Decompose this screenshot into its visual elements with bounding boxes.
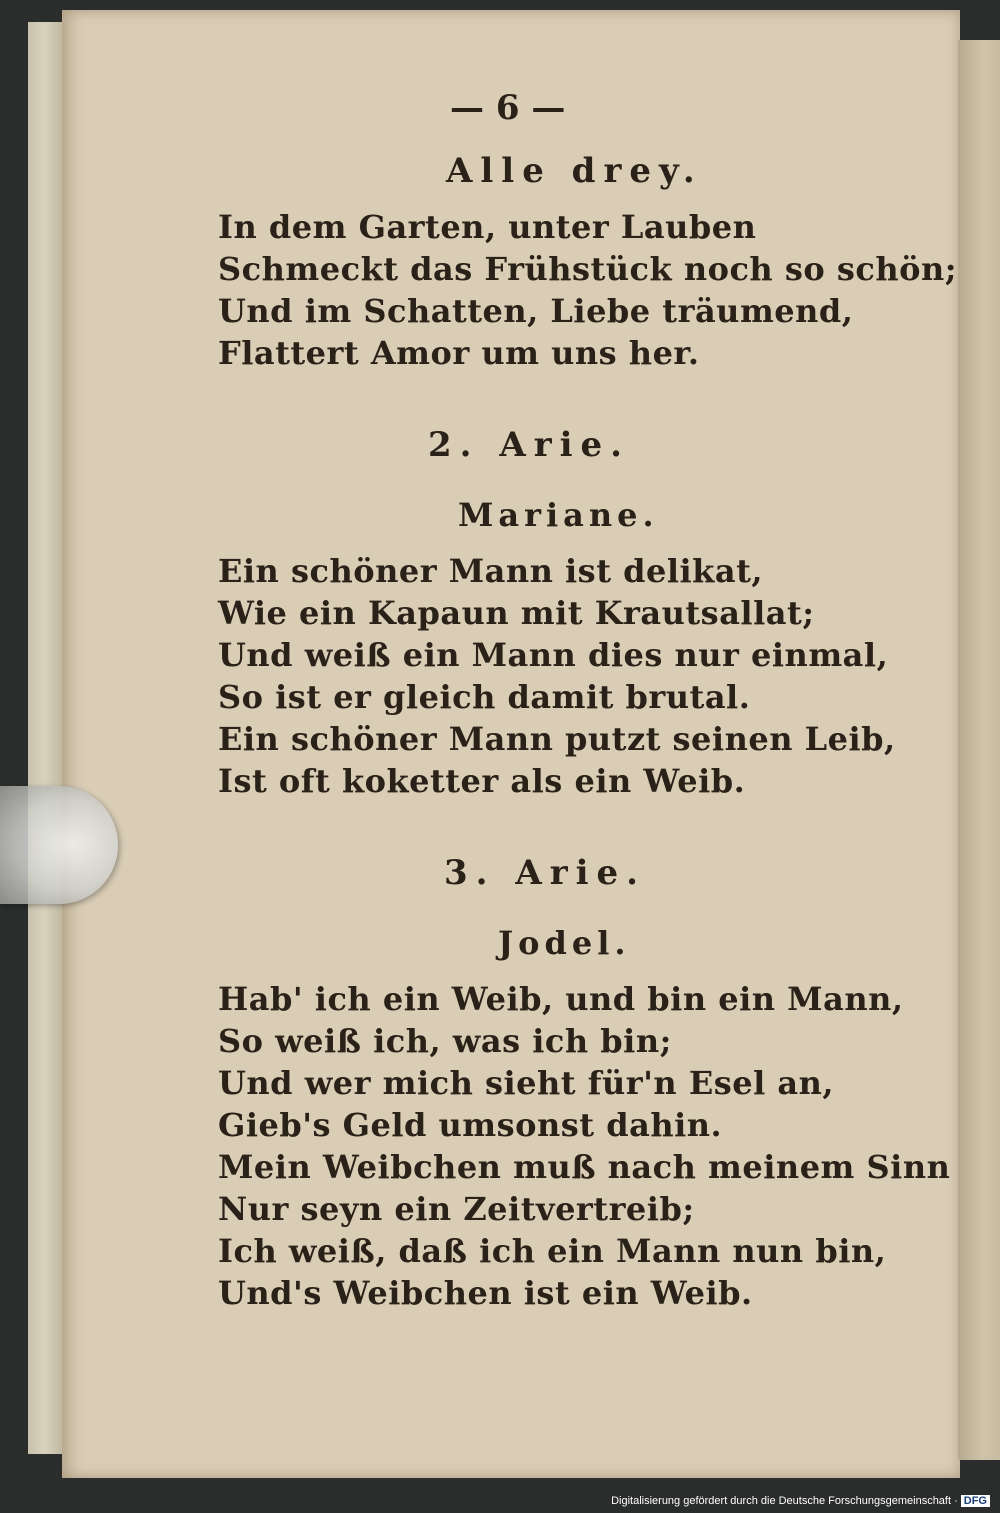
verse-line: Schmeckt das Frühstück noch so schön; <box>218 250 958 288</box>
section3-heading: 3. Arie. <box>444 853 647 893</box>
section1-heading: Alle drey. <box>446 151 703 191</box>
section3-verse <box>218 978 951 1314</box>
section1-verse <box>218 206 958 374</box>
verse-line: Mein Weibchen muß nach meinem Sinn <box>218 1148 951 1186</box>
section2-heading: 2. Arie. <box>428 425 631 465</box>
verse-line: So ist er gleich damit brutal. <box>218 678 751 716</box>
credit-text: Digitalisierung gefördert durch die Deutsche Forschungsgemeinschaft · <box>611 1495 958 1507</box>
verse-line: Und weiß ein Mann dies nur einmal, <box>218 636 889 674</box>
digitization-credit <box>611 1495 990 1507</box>
dfg-logo: DFG <box>961 1495 990 1507</box>
verse-line: Und im Schatten, Liebe träumend, <box>218 292 854 330</box>
verse-line: So weiß ich, was ich bin; <box>218 1022 672 1060</box>
verse-line: Ist oft koketter als ein Weib. <box>218 762 746 800</box>
verse-line: Ein schöner Mann ist delikat, <box>218 552 763 590</box>
verse-line: Ein schöner Mann putzt seinen Leib, <box>218 720 896 758</box>
verse-line: Flattert Amor um uns her. <box>218 334 700 372</box>
verse-line: Und's Weibchen ist ein Weib. <box>218 1274 753 1312</box>
verse-line: Hab' ich ein Weib, und bin ein Mann, <box>218 980 904 1018</box>
verse-line: Und wer mich sieht für'n Esel an, <box>218 1064 835 1102</box>
next-page-edge <box>958 40 1000 1460</box>
page-text <box>218 80 958 1314</box>
verse-line: Nur seyn ein Zeitvertreib; <box>218 1190 695 1228</box>
verse-line: Wie ein Kapaun mit Krautsallat; <box>218 594 815 632</box>
section2-speaker: Mariane. <box>458 496 659 534</box>
page-number: — 6 — <box>450 88 566 128</box>
section3-speaker: Jodel. <box>498 924 631 962</box>
section2-verse <box>218 550 918 802</box>
page-clip <box>0 786 118 904</box>
verse-line: In dem Garten, unter Lauben <box>218 208 757 246</box>
verse-line: Gieb's Geld umsonst dahin. <box>218 1106 723 1144</box>
verse-line: Ich weiß, daß ich ein Mann nun bin, <box>218 1232 887 1270</box>
